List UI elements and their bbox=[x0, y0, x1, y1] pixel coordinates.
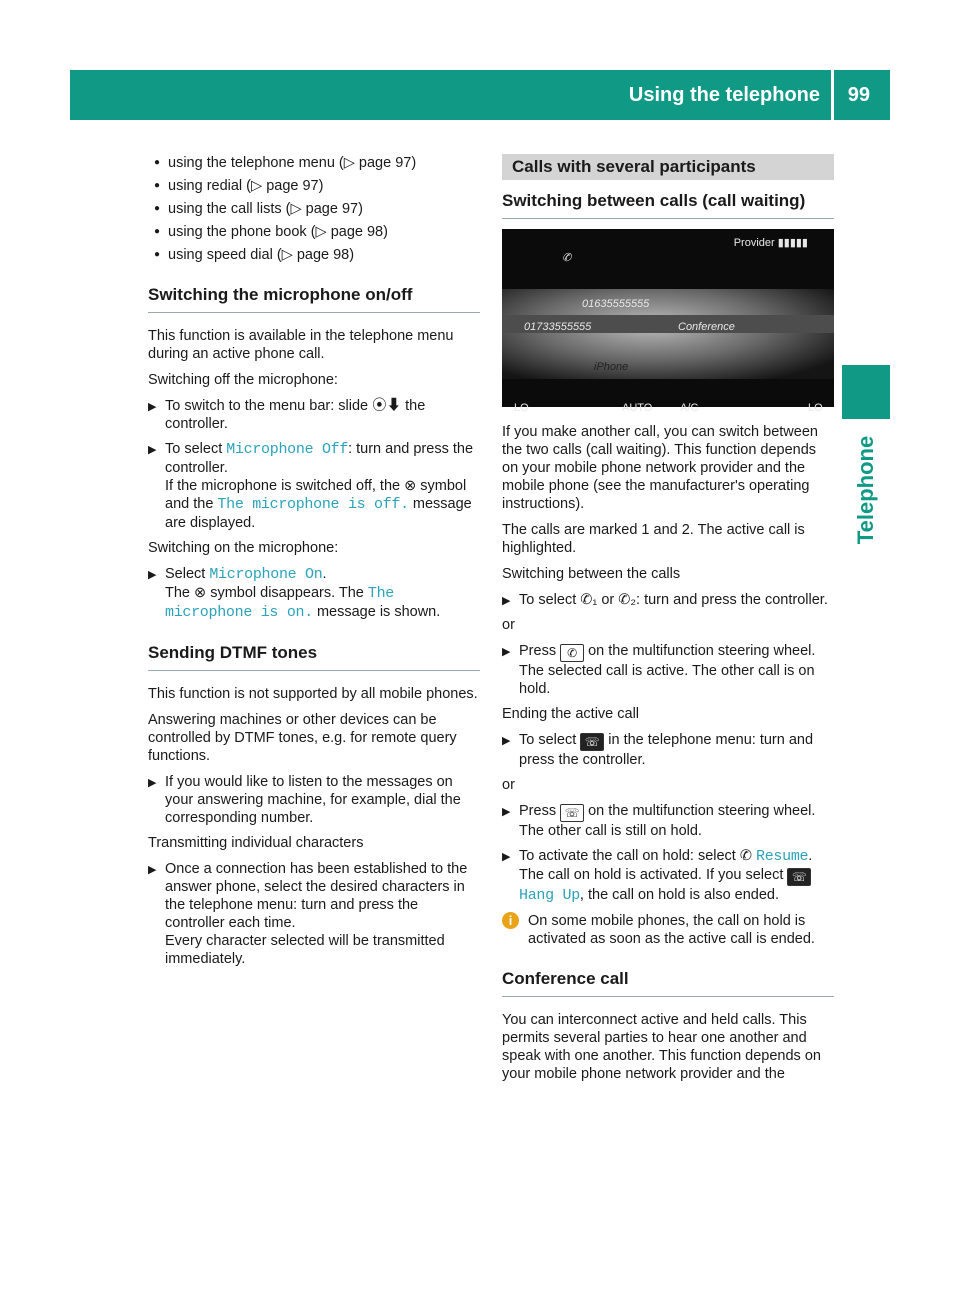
temp-left: LO bbox=[514, 402, 529, 414]
header-title: Using the telephone bbox=[628, 84, 820, 106]
heading-conference: Conference call bbox=[502, 970, 834, 997]
text: on the multifunction steering wheel. bbox=[584, 643, 816, 659]
text: message are displayed. bbox=[165, 496, 472, 531]
menu-item-resume: Resume bbox=[756, 848, 809, 865]
text: Once a connection has been established to the answer phone, select the desired characters in the telephone menu: turn and press the controller each time. bbox=[165, 861, 468, 931]
heading-call-waiting: Switching between calls (call waiting) bbox=[502, 192, 834, 219]
step bbox=[502, 731, 834, 769]
paragraph: Answering machines or other devices can be controlled by DTMF tones, e.g. for remote query functions. bbox=[148, 712, 457, 764]
text: Press bbox=[519, 803, 561, 819]
step bbox=[148, 860, 480, 968]
climate-mode: AUTO bbox=[622, 402, 653, 414]
list-item: ● using redial (▷ page 97) bbox=[148, 177, 480, 195]
header-separator bbox=[831, 70, 834, 120]
step: ▶ To switch to the menu bar: slide ⦿⬇ the controller. bbox=[148, 397, 480, 433]
list-item: ● using the phone book (▷ page 98) bbox=[148, 223, 480, 241]
heading-microphone: Switching the microphone on/off bbox=[148, 286, 480, 313]
paragraph: Ending the active call bbox=[502, 706, 640, 722]
text: in the telephone menu: turn and press the controller. bbox=[519, 732, 814, 768]
left-column bbox=[148, 154, 480, 975]
text: Select bbox=[165, 566, 210, 582]
or-text: or bbox=[502, 617, 515, 633]
ac-label: A/C bbox=[680, 402, 699, 414]
step bbox=[502, 642, 834, 698]
paragraph: Transmitting individual characters bbox=[148, 835, 364, 851]
paragraph: You can interconnect active and held calls. This permits several parties to hear one another and speak with one another. This function depends on your mobile phone network provider and the bbox=[502, 1012, 821, 1082]
step bbox=[148, 440, 480, 532]
text: message is shown. bbox=[312, 604, 441, 620]
message-mic-off: The microphone is off. bbox=[217, 496, 409, 513]
info-note bbox=[502, 912, 834, 948]
list-item: ● using the call lists (▷ page 97) bbox=[148, 200, 480, 218]
text: on the multifunction steering wheel. bbox=[584, 803, 816, 819]
device-name: iPhone bbox=[594, 361, 629, 373]
text: The ⊗ symbol disappears. The bbox=[165, 585, 368, 601]
right-column bbox=[502, 154, 834, 1091]
step bbox=[148, 565, 480, 622]
step bbox=[502, 847, 834, 905]
paragraph: This function is available in the telephone menu during an active phone call. bbox=[148, 328, 454, 362]
phone-icon: ✆ bbox=[562, 252, 572, 264]
text: The other call is still on hold. bbox=[519, 823, 702, 839]
text: : turn and press the controller. bbox=[165, 441, 474, 476]
text: Every character selected will be transmitted immediately. bbox=[165, 933, 445, 967]
message-mic-on: The microphone is on. bbox=[165, 585, 395, 621]
list-item: ● using the telephone menu (▷ page 97) bbox=[148, 154, 480, 172]
hang-up-icon: ☏ bbox=[580, 733, 604, 751]
menu-item-hang-up: Hang Up bbox=[519, 887, 580, 904]
text: To activate the call on hold: select ✆ bbox=[519, 848, 757, 864]
temp-right: LO bbox=[808, 402, 823, 414]
text: The call on hold is activated. If you select bbox=[519, 867, 788, 883]
phone-answer-icon: ✆ bbox=[560, 644, 584, 662]
info-text: On some mobile phones, the call on hold is activated as soon as the active call is ended. bbox=[528, 913, 815, 947]
heading-dtmf: Sending DTMF tones bbox=[148, 644, 480, 671]
section-label: Telephone bbox=[853, 435, 878, 545]
section-tab bbox=[842, 365, 890, 419]
provider-label: Provider ▮▮▮▮▮ bbox=[733, 237, 808, 249]
paragraph: Switching off the microphone: bbox=[148, 372, 338, 388]
step bbox=[502, 802, 834, 840]
paragraph: Switching on the microphone: bbox=[148, 540, 339, 556]
text: The selected call is active. The other call is on hold. bbox=[519, 663, 815, 697]
menu-item-microphone-on: Microphone On bbox=[209, 566, 323, 583]
hang-up-icon: ☏ bbox=[787, 868, 811, 886]
text: To select bbox=[519, 732, 581, 748]
text: , the call on hold is also ended. bbox=[579, 887, 780, 903]
text: . bbox=[322, 566, 327, 582]
paragraph: This function is not supported by all mobile phones. bbox=[148, 686, 478, 702]
section-heading-calls: Calls with several participants bbox=[502, 154, 834, 180]
page-number: 99 bbox=[847, 84, 870, 106]
step: ▶ If you would like to listen to the messages on your answering machine, for example, dial the corresponding number. bbox=[148, 773, 480, 827]
paragraph: The calls are marked 1 and 2. The active call is highlighted. bbox=[502, 522, 805, 556]
paragraph: If you make another call, you can switch between the two calls (call waiting). This function depends on your mobile phone network provider and the mobile phone (see the manufacturer's operating instructions). bbox=[502, 424, 818, 512]
conference-option: Conference bbox=[678, 321, 735, 333]
or-text: or bbox=[502, 777, 515, 793]
active-call-number: 01733555555 bbox=[524, 321, 592, 333]
menu-item-microphone-off: Microphone Off bbox=[226, 441, 349, 458]
info-icon: i bbox=[502, 912, 519, 929]
end-call-icon: ☏ bbox=[560, 804, 584, 822]
list-item: ● using speed dial (▷ page 98) bbox=[148, 246, 480, 264]
step: ▶ To select ✆₁ or ✆₂: turn and press the controller. bbox=[502, 591, 834, 609]
display-screenshot bbox=[502, 229, 834, 414]
text: To select bbox=[165, 441, 227, 457]
paragraph: Switching between the calls bbox=[502, 566, 681, 582]
text: Press bbox=[519, 643, 561, 659]
page-header bbox=[70, 70, 890, 120]
text: If the microphone is switched off, the ⊗ symbol and the bbox=[165, 478, 467, 512]
text: . bbox=[808, 848, 813, 864]
held-call-number: 01635555555 bbox=[582, 298, 650, 310]
